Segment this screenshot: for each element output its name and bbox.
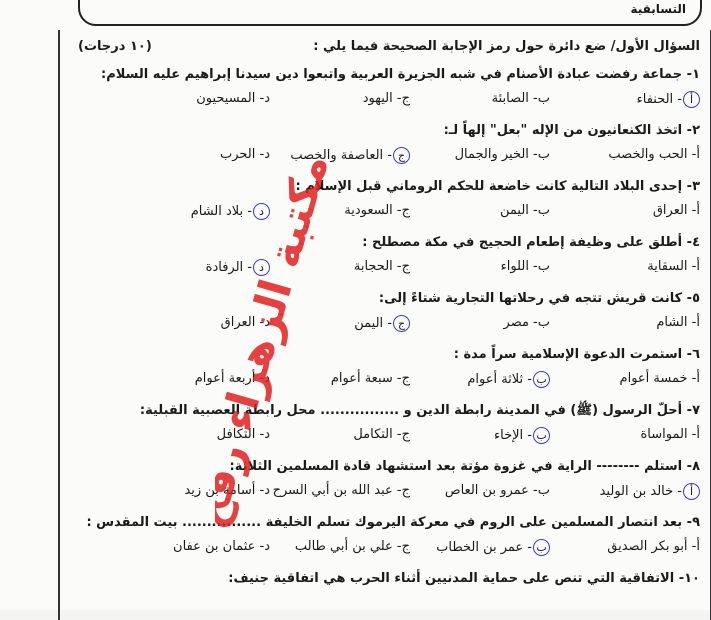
option-label: - السقاية — [647, 259, 697, 274]
option-marker: د — [264, 371, 270, 386]
option-marker: أ — [696, 147, 700, 162]
exam-sheet — [58, 30, 711, 620]
option-label: - العاصفة والخصب — [290, 148, 392, 163]
option-marker: ب — [537, 259, 550, 274]
option-marker: د — [264, 539, 270, 554]
question-8: ٨- استلم -------- الراية في غزوة مؤتة بعد استشهاد قادة المسلمين الثلاثة: — [229, 459, 700, 474]
options-row — [70, 539, 700, 557]
option-label: - سبعة أعوام — [330, 371, 402, 386]
question-10: ١٠- الاتفاقية التي تنص على حماية المدنيين أثناء الحرب هي اتفاقية جنيف: — [228, 571, 700, 586]
question-2: ٢- اتخذ الكنعانيون من الإله "بعل" إلهاً لـ: — [443, 123, 700, 138]
option-marker: د — [264, 315, 270, 330]
options-row — [70, 259, 700, 277]
options-row — [70, 483, 700, 501]
circled-marker: د — [253, 259, 270, 276]
option-marker: أ — [696, 315, 700, 330]
circled-marker: ج — [393, 147, 410, 164]
option-ج[interactable] — [290, 147, 410, 164]
option-ج[interactable] — [295, 539, 410, 554]
option-label: - التكافل — [216, 427, 265, 442]
option-label: - اليمن — [354, 316, 392, 331]
header-frame — [78, 0, 702, 26]
option-label: - التكامل — [353, 427, 402, 442]
option-label: - خمسة أعوام — [619, 371, 697, 386]
option-label: - ثلاثة أعوام — [467, 372, 532, 387]
option-label: - أسامة بن زيد — [184, 483, 265, 498]
circled-marker: ب — [533, 371, 550, 388]
option-label: - الصابئة — [491, 91, 538, 106]
option-ج[interactable] — [363, 91, 410, 106]
option-ب[interactable] — [467, 371, 550, 388]
question-3: ٣- إحدى البلاد التالية كانت خاضعة للحكم الروماني قبل الإسلام : — [295, 179, 700, 194]
option-marker: ج — [401, 483, 410, 498]
option-أ[interactable] — [653, 203, 700, 218]
circled-marker: ب — [533, 427, 550, 444]
section-score: (١٠ درجات) — [78, 39, 152, 54]
options-row — [70, 203, 700, 221]
option-د[interactable] — [195, 371, 270, 386]
option-label: - اللواء — [500, 259, 538, 274]
option-marker: ج — [401, 427, 410, 442]
option-د[interactable] — [206, 259, 270, 276]
option-ج[interactable] — [344, 203, 410, 218]
option-أ[interactable] — [647, 259, 700, 274]
option-ب[interactable] — [445, 483, 550, 498]
option-marker: د — [264, 147, 270, 162]
option-label: - الخير والجمال — [454, 147, 538, 162]
option-label: - عمر بن الخطاب — [436, 540, 532, 555]
option-marker: د — [264, 91, 270, 106]
options-row — [70, 91, 700, 109]
options-row — [70, 147, 700, 165]
option-label: - الحجابة — [353, 259, 402, 274]
option-label: - اليمن — [500, 203, 538, 218]
watermark-text: مكتبة الزهراء رفح — [215, 148, 335, 534]
option-label: - المواساة — [640, 427, 697, 442]
question-4: ٤- أطلق على وظيفة إطعام الحجيج في مكة مصطلح : — [362, 235, 700, 250]
option-ج[interactable] — [354, 315, 410, 332]
options-row — [70, 315, 700, 333]
section-header — [70, 38, 700, 56]
header-fragment: التسابقية — [630, 2, 686, 16]
circled-marker: ب — [533, 539, 550, 556]
option-label: - الشام — [656, 315, 697, 330]
circled-marker: أ — [683, 483, 700, 500]
option-label: - عمرو بن العاص — [444, 483, 538, 498]
option-ب[interactable] — [500, 203, 550, 218]
option-أ[interactable] — [608, 147, 700, 162]
options-row — [70, 371, 700, 389]
question-5: ٥- كانت قريش تتجه في رحلاتها التجارية شتاءً إلى: — [378, 291, 700, 306]
option-marker: د — [264, 427, 270, 442]
option-label: - السعودية — [344, 203, 402, 218]
option-label: - العراق — [652, 203, 697, 218]
options-row — [70, 427, 700, 445]
option-label: - اليهود — [362, 91, 402, 106]
option-د[interactable] — [221, 315, 270, 330]
option-marker: ج — [401, 539, 410, 554]
circled-marker: ج — [393, 315, 410, 332]
option-marker: ب — [537, 483, 550, 498]
option-أ[interactable] — [600, 483, 700, 500]
option-أ[interactable] — [620, 371, 700, 386]
option-label: - الحب والخصب — [608, 147, 697, 162]
question-1: ١- جماعة رفضت عبادة الأصنام في شبه الجزيرة العربية واتبعوا دين سيدنا إبراهيم عليه السلام: — [101, 67, 700, 82]
option-د[interactable] — [173, 539, 270, 554]
option-ب[interactable] — [492, 91, 550, 106]
option-label: - العراق — [220, 315, 265, 330]
option-ج[interactable] — [273, 483, 410, 498]
option-label: - الرفادة — [205, 260, 252, 275]
option-د[interactable] — [196, 91, 270, 106]
option-أ[interactable] — [656, 315, 700, 330]
option-marker: أ — [696, 203, 700, 218]
option-marker: د — [264, 483, 270, 498]
option-label: - الإخاء — [494, 428, 532, 443]
question-9: ٩- بعد انتصار المسلمين على الروم في معركة اليرموك تسلم الخليفة ................ بيت المقدس : — [86, 515, 700, 530]
option-marker: ب — [537, 315, 550, 330]
option-marker: أ — [696, 427, 700, 442]
option-marker: أ — [696, 259, 700, 274]
option-ج[interactable] — [331, 371, 410, 386]
option-د[interactable] — [191, 203, 270, 220]
option-ب[interactable] — [455, 147, 550, 162]
option-د[interactable] — [184, 483, 270, 498]
circled-marker: د — [253, 203, 270, 220]
option-أ[interactable] — [607, 539, 700, 554]
question-6: ٦- استمرت الدعوة الإسلامية سراً مدة : — [453, 347, 700, 362]
option-label: - أربعة أعوام — [194, 371, 265, 386]
option-ب[interactable] — [436, 539, 550, 556]
option-د[interactable] — [217, 427, 270, 442]
option-marker: ب — [537, 147, 550, 162]
option-marker: ب — [537, 91, 550, 106]
option-marker: ج — [401, 371, 410, 386]
option-label: - الحرب — [220, 147, 265, 162]
option-label: - المسيحيون — [196, 91, 265, 106]
option-label: - أبو بكر الصديق — [607, 539, 697, 554]
question-7: ٧- أحلّ الرسول (ﷺ) في المدينة رابطة الدين و ................ محل رابطة العصبية القبلية: — [139, 403, 700, 418]
option-أ[interactable] — [637, 91, 700, 108]
option-marker: أ — [696, 539, 700, 554]
option-label: - بلاد الشام — [190, 204, 252, 219]
option-marker: أ — [696, 371, 700, 386]
circled-marker: أ — [683, 91, 700, 108]
option-أ[interactable] — [640, 427, 700, 442]
option-ج[interactable] — [353, 427, 410, 442]
section-title: السؤال الأول/ ضع دائرة حول رمز الإجابة الصحيحة فيما يلي : — [313, 39, 700, 54]
option-marker: ج — [401, 203, 410, 218]
option-label: - عبد الله بن أبي السرح — [272, 483, 402, 498]
option-label: - الحنفاء — [636, 92, 682, 107]
option-ب[interactable] — [504, 315, 550, 330]
option-ب[interactable] — [494, 427, 550, 444]
option-label: - عثمان بن عفان — [173, 539, 265, 554]
option-marker: ب — [537, 203, 550, 218]
option-د[interactable] — [220, 147, 270, 162]
option-ج[interactable] — [354, 259, 410, 274]
option-marker: ج — [401, 91, 410, 106]
option-ب[interactable] — [501, 259, 550, 274]
option-marker: ج — [401, 259, 410, 274]
option-label: - خالد بن الوليد — [599, 484, 682, 499]
option-label: - مصر — [503, 315, 538, 330]
option-label: - علي بن أبي طالب — [294, 539, 402, 554]
